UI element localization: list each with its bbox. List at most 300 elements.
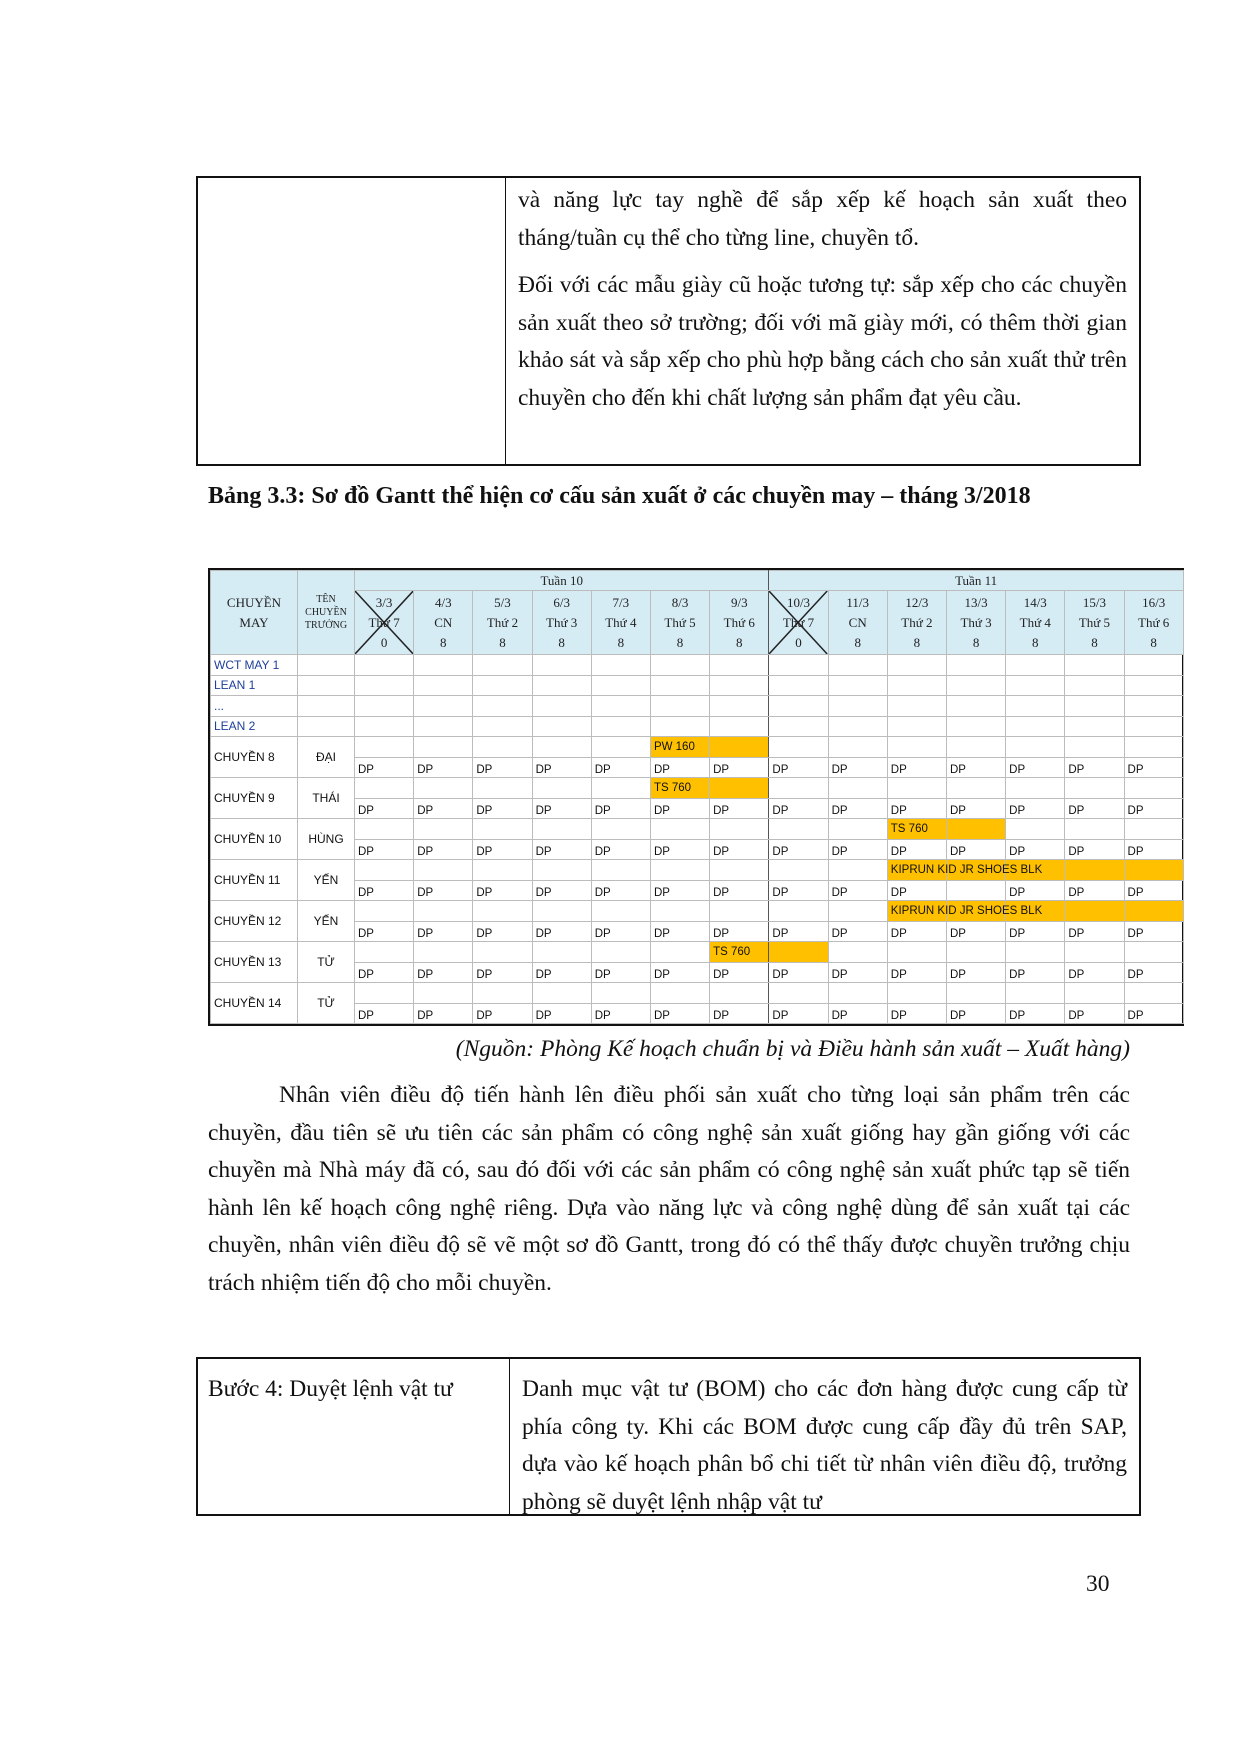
dp-cell: DP: [1065, 839, 1124, 860]
day-weekday: Thứ 5: [664, 614, 696, 630]
empty-cell: [591, 655, 650, 676]
empty-cell: [887, 942, 946, 963]
empty-cell: [1124, 655, 1183, 676]
day-hours: 8: [972, 634, 980, 650]
line-name: CHUYỀN 8: [211, 737, 298, 778]
empty-cell: [1065, 737, 1124, 758]
empty-cell: [828, 983, 887, 1004]
step-table: [196, 1357, 1141, 1516]
dp-cell: DP: [591, 798, 650, 819]
gantt-bar-label: KIPRUN KID JR SHOES BLK: [890, 863, 1043, 876]
dp-cell: DP: [828, 757, 887, 778]
empty-cell: [355, 655, 414, 676]
header-leader: [298, 571, 355, 655]
table-row: [211, 737, 1184, 758]
dp-cell: DP: [1006, 880, 1065, 901]
empty-cell: [887, 983, 946, 1004]
group-leader-cell: [298, 716, 355, 737]
gantt-bar-cell: [887, 901, 1043, 922]
empty-cell: [769, 716, 828, 737]
header-text: CHUYỀN: [305, 607, 347, 618]
dp-cell: DP: [710, 757, 769, 778]
gantt-bar-cell: [887, 819, 946, 840]
dp-cell: DP: [710, 839, 769, 860]
dp-cell: DP: [1065, 921, 1124, 942]
day-hours: 8: [1091, 634, 1098, 650]
dp-cell: DP: [828, 1003, 887, 1024]
day-date: 5/3: [494, 594, 511, 610]
dp-cell: DP: [532, 1003, 591, 1024]
empty-cell: [414, 819, 473, 840]
dp-cell: DP: [828, 839, 887, 860]
empty-cell: [532, 860, 591, 881]
group-leader-cell: [298, 696, 355, 717]
day-header: [1124, 591, 1183, 655]
week-header: Tuần 11: [769, 571, 1183, 591]
dp-cell: DP: [1124, 921, 1183, 942]
dp-cell: DP: [1006, 1003, 1065, 1024]
dp-cell: DP: [1006, 921, 1065, 942]
empty-cell: [414, 901, 473, 922]
dp-cell: DP: [1124, 880, 1183, 901]
dp-cell: DP: [1006, 798, 1065, 819]
empty-cell: [887, 696, 946, 717]
empty-cell: [1065, 819, 1124, 840]
day-header: [828, 591, 887, 655]
day-date: 13/3: [964, 594, 988, 610]
dp-cell: DP: [1124, 798, 1183, 819]
dp-cell: DP: [591, 1003, 650, 1024]
dp-cell: DP: [355, 921, 414, 942]
empty-cell: [828, 716, 887, 737]
line-leader: YẾN: [298, 901, 355, 942]
day-weekday: Thứ 2: [901, 614, 933, 630]
dp-cell: DP: [887, 798, 946, 819]
empty-cell: [650, 655, 709, 676]
empty-cell: [650, 716, 709, 737]
empty-cell: [414, 655, 473, 676]
day-header: [473, 591, 532, 655]
empty-cell: [355, 696, 414, 717]
line-leader: TỬ: [298, 942, 355, 983]
empty-cell: [1124, 737, 1183, 758]
dp-cell: DP: [532, 798, 591, 819]
body-paragraph: Nhân viên điều độ tiến hành lên điều phối sản xuất cho từng loại sản phẩm trên các chuyền, đầu tiên sẽ ưu tiên các sản phẩm có công nghệ sản xuất giống hay gần giống với các chuyền mà Nhà máy đã có, sau đó đối với các sản phẩm có công nghệ sản xuất phức tạp sẽ tiến hành lên kế hoạch công nghệ riêng. Dựa vào năng lực và công nghệ dùng để sản xuất tại các chuyền, nhân viên điều độ sẽ vẽ một sơ đồ Gantt, trong đó có thể thấy được chuyền trưởng chịu trách nhiệm tiến độ cho mỗi chuyền.: [208, 1082, 1130, 1296]
dp-cell: DP: [887, 839, 946, 860]
empty-cell: [532, 819, 591, 840]
empty-cell: [591, 860, 650, 881]
empty-cell: [591, 696, 650, 717]
empty-cell: [946, 983, 1005, 1004]
day-hours: 8: [854, 634, 861, 650]
dp-cell: DP: [769, 757, 828, 778]
day-header: [946, 591, 1005, 655]
day-header: [887, 591, 946, 655]
dp-cell: DP: [1006, 839, 1065, 860]
empty-cell: [532, 778, 591, 799]
dp-cell: DP: [828, 921, 887, 942]
dp-cell: DP: [414, 1003, 473, 1024]
line-leader: THÁI: [298, 778, 355, 819]
empty-cell: [1124, 942, 1183, 963]
empty-cell: [532, 901, 591, 922]
empty-cell: [828, 778, 887, 799]
empty-cell: [946, 716, 1005, 737]
empty-cell: [1006, 737, 1065, 758]
empty-cell: [355, 819, 414, 840]
empty-cell: [828, 655, 887, 676]
group-leader-cell: [298, 675, 355, 696]
empty-cell: [355, 675, 414, 696]
empty-cell: [1124, 696, 1183, 717]
empty-cell: [414, 942, 473, 963]
continuation-table-right-cell: [506, 178, 1139, 464]
header-text: MAY: [239, 614, 269, 630]
empty-cell: [710, 716, 769, 737]
empty-cell: [1065, 942, 1124, 963]
table-row: [211, 983, 1184, 1004]
empty-cell: [532, 716, 591, 737]
empty-cell: [414, 778, 473, 799]
empty-cell: [532, 737, 591, 758]
dp-cell: DP: [828, 798, 887, 819]
day-weekday: CN: [848, 614, 867, 630]
dp-cell: DP: [828, 962, 887, 983]
dp-cell: DP: [355, 962, 414, 983]
dp-cell: DP: [532, 880, 591, 901]
dp-cell: DP: [946, 839, 1005, 860]
continuation-table: [196, 176, 1141, 466]
empty-cell: [473, 696, 532, 717]
table-row: [211, 819, 1184, 840]
empty-cell: [532, 942, 591, 963]
gantt-bar-cell: [650, 737, 709, 758]
dp-cell: DP: [650, 1003, 709, 1024]
dp-cell: DP: [414, 798, 473, 819]
day-date: 8/3: [671, 594, 689, 610]
line-name: CHUYỀN 11: [211, 860, 298, 901]
empty-cell: [946, 737, 1005, 758]
gantt-bar-cell: [710, 942, 769, 963]
empty-cell: [473, 737, 532, 758]
gantt-bar-cell: [710, 737, 769, 758]
day-hours: 8: [913, 634, 921, 650]
day-weekday: Thứ 4: [1019, 614, 1051, 630]
gantt-bar-label: TS 760: [713, 945, 751, 958]
day-weekday: Thứ 6: [1138, 614, 1170, 630]
group-label: WCT MAY 1: [211, 655, 298, 676]
empty-cell: [414, 737, 473, 758]
gantt-bar-cell: [650, 778, 709, 799]
dp-cell: DP: [473, 798, 532, 819]
dp-cell: DP: [414, 962, 473, 983]
empty-cell: [828, 901, 887, 922]
empty-cell: [769, 901, 828, 922]
empty-cell: [473, 716, 532, 737]
day-weekday: Thứ 6: [723, 614, 755, 630]
empty-cell: [1065, 716, 1124, 737]
week-header: Tuần 10: [355, 571, 769, 591]
empty-cell: [591, 737, 650, 758]
day-weekday: Thứ 5: [1078, 614, 1111, 630]
dp-cell: DP: [769, 962, 828, 983]
header-text: TRƯỞNG: [304, 620, 348, 631]
empty-cell: [887, 737, 946, 758]
empty-cell: [414, 675, 473, 696]
group-leader-cell: [298, 655, 355, 676]
gantt-bar-label: TS 760: [890, 822, 928, 835]
empty-cell: [1124, 983, 1183, 1004]
empty-cell: [473, 860, 532, 881]
dp-cell: DP: [414, 839, 473, 860]
dp-cell: DP: [769, 798, 828, 819]
empty-cell: [1124, 675, 1183, 696]
day-date: 12/3: [905, 594, 929, 610]
dp-cell: DP: [355, 880, 414, 901]
dp-cell: DP: [1124, 962, 1183, 983]
dp-cell: DP: [769, 1003, 828, 1024]
empty-cell: [887, 655, 946, 676]
dp-cell: DP: [650, 757, 709, 778]
empty-cell: [414, 983, 473, 1004]
empty-cell: [1065, 675, 1124, 696]
empty-cell: [355, 716, 414, 737]
header-text: CHUYỀN: [226, 594, 282, 610]
gantt-bar-label: KIPRUN KID JR SHOES BLK: [890, 904, 1043, 917]
day-header: [710, 591, 769, 655]
dp-cell: DP: [887, 880, 946, 901]
dp-cell: DP: [887, 921, 946, 942]
dp-cell: DP: [355, 839, 414, 860]
empty-cell: [473, 942, 532, 963]
dp-cell: DP: [946, 757, 1005, 778]
source-note: (Nguồn: Phòng Kế hoạch chuẩn bị và Điều hành sản xuất – Xuất hàng): [455, 1036, 1130, 1062]
dp-cell: DP: [1006, 757, 1065, 778]
day-hours: 8: [1150, 634, 1157, 650]
line-leader: TỬ: [298, 983, 355, 1024]
dp-cell: DP: [473, 880, 532, 901]
empty-cell: [1065, 983, 1124, 1004]
continuation-table-left-cell: [198, 178, 506, 464]
dp-cell: DP: [414, 757, 473, 778]
day-date: 15/3: [1082, 594, 1106, 610]
dp-cell: DP: [710, 962, 769, 983]
empty-cell: [473, 675, 532, 696]
empty-cell: [591, 778, 650, 799]
empty-cell: [591, 716, 650, 737]
gantt-chart: [208, 568, 1184, 1026]
dp-cell: DP: [532, 757, 591, 778]
dp-cell: DP: [887, 757, 946, 778]
dp-cell: DP: [828, 880, 887, 901]
empty-cell: [828, 696, 887, 717]
dp-cell: DP: [1065, 880, 1124, 901]
day-weekday: CN: [434, 614, 453, 630]
gantt-table: [210, 570, 1184, 1024]
empty-cell: [828, 860, 887, 881]
empty-cell: [1006, 655, 1065, 676]
dp-cell: DP: [887, 962, 946, 983]
line-leader: HÙNG: [298, 819, 355, 860]
empty-cell: [650, 675, 709, 696]
empty-cell: [1124, 716, 1183, 737]
empty-cell: [946, 696, 1005, 717]
empty-cell: [591, 942, 650, 963]
group-label: ...: [211, 696, 298, 717]
gantt-bar-cell: [946, 819, 1005, 840]
empty-cell: [710, 675, 769, 696]
day-header: [591, 591, 650, 655]
group-label: LEAN 1: [211, 675, 298, 696]
dp-cell: DP: [1006, 962, 1065, 983]
empty-cell: [355, 983, 414, 1004]
dp-cell: DP: [414, 921, 473, 942]
gantt-bar-cell: [1124, 901, 1183, 922]
dp-cell: DP: [1065, 962, 1124, 983]
dp-cell: DP: [650, 921, 709, 942]
empty-cell: [769, 819, 828, 840]
empty-cell: [1006, 675, 1065, 696]
day-hours: 8: [676, 634, 684, 650]
empty-cell: [650, 942, 709, 963]
empty-cell: [710, 696, 769, 717]
dp-cell: DP: [414, 880, 473, 901]
empty-cell: [710, 860, 769, 881]
day-header: [1065, 591, 1124, 655]
day-date: 11/3: [846, 594, 869, 610]
empty-cell: [828, 737, 887, 758]
day-weekday: Thứ 3: [960, 614, 992, 630]
dp-cell: DP: [1065, 798, 1124, 819]
empty-cell: [650, 819, 709, 840]
gantt-bar-cell: [769, 942, 828, 963]
day-header: [1006, 591, 1065, 655]
continuation-paragraph-1: và năng lực tay nghề để sắp xếp kế hoạch sản xuất theo tháng/tuần cụ thể cho từng line, chuyền tổ.: [518, 187, 1127, 251]
gantt-bar-cell: [887, 860, 1043, 881]
empty-cell: [828, 819, 887, 840]
day-date: 6/3: [553, 594, 570, 610]
dp-cell: DP: [473, 757, 532, 778]
day-hours: 8: [736, 634, 743, 650]
step-label: Bước 4: Duyệt lệnh vật tư: [198, 1359, 510, 1514]
empty-cell: [1006, 983, 1065, 1004]
empty-cell: [1065, 696, 1124, 717]
dp-cell: DP: [473, 962, 532, 983]
dp-cell: DP: [650, 880, 709, 901]
empty-cell: [946, 655, 1005, 676]
header-text: TÊN: [316, 594, 336, 605]
dp-cell: DP: [1124, 757, 1183, 778]
day-date: 10/3: [786, 594, 811, 610]
dp-cell: DP: [473, 921, 532, 942]
empty-cell: [769, 655, 828, 676]
gantt-bar-cell: [1065, 860, 1124, 881]
empty-cell: [1065, 778, 1124, 799]
line-name: CHUYỀN 14: [211, 983, 298, 1024]
day-header: [769, 591, 828, 655]
page-number: 30: [1086, 1571, 1110, 1597]
line-leader: YẾN: [298, 860, 355, 901]
empty-cell: [769, 778, 828, 799]
empty-cell: [532, 983, 591, 1004]
empty-cell: [355, 778, 414, 799]
dp-cell: DP: [1124, 1003, 1183, 1024]
table-row: [211, 778, 1184, 799]
day-hours: 8: [499, 634, 506, 650]
gantt-bar-cell: [1124, 860, 1183, 881]
dp-cell: DP: [650, 798, 709, 819]
day-hours: 8: [1032, 634, 1039, 650]
empty-cell: [946, 942, 1005, 963]
empty-cell: [473, 655, 532, 676]
day-date: 7/3: [612, 594, 630, 610]
dp-cell: DP: [591, 880, 650, 901]
dp-cell: DP: [473, 1003, 532, 1024]
line-name: CHUYỀN 13: [211, 942, 298, 983]
empty-cell: [650, 983, 709, 1004]
dp-cell: DP: [473, 839, 532, 860]
day-hours: 8: [617, 634, 625, 650]
empty-cell: [355, 942, 414, 963]
gantt-bar-cell: [1065, 901, 1124, 922]
dp-cell: DP: [532, 839, 591, 860]
day-date: 9/3: [730, 594, 748, 610]
line-name: CHUYỀN 9: [211, 778, 298, 819]
day-hours: 8: [558, 634, 565, 650]
empty-cell: [828, 942, 887, 963]
day-hours: 0: [795, 634, 802, 650]
empty-cell: [473, 819, 532, 840]
dp-cell: DP: [710, 798, 769, 819]
day-header: [532, 591, 591, 655]
dp-cell: DP: [1065, 1003, 1124, 1024]
empty-cell: [414, 716, 473, 737]
day-header: [414, 591, 473, 655]
empty-cell: [650, 696, 709, 717]
dp-cell: DP: [591, 962, 650, 983]
day-weekday: Thứ 3: [546, 614, 578, 630]
empty-cell: [769, 737, 828, 758]
step-description: Danh mục vật tư (BOM) cho các đơn hàng được cung cấp từ phía công ty. Khi các BOM được cung cấp đầy đủ trên SAP, dựa vào kế hoạch phân bổ chi tiết từ nhân viên điều độ, trưởng phòng sẽ duyệt lệnh nhập vật tư: [522, 1376, 1127, 1515]
line-leader: ĐẠI: [298, 737, 355, 778]
day-hours: 0: [380, 634, 388, 650]
day-weekday: Thứ 2: [486, 614, 519, 630]
day-weekday: Thứ 7: [782, 614, 815, 630]
empty-cell: [650, 901, 709, 922]
empty-cell: [1006, 819, 1065, 840]
empty-cell: [1065, 655, 1124, 676]
line-name: CHUYỀN 10: [211, 819, 298, 860]
day-date: 4/3: [434, 594, 452, 610]
empty-cell: [355, 737, 414, 758]
dp-cell: DP: [355, 757, 414, 778]
empty-cell: [591, 675, 650, 696]
empty-cell: [710, 819, 769, 840]
day-hours: 8: [440, 634, 447, 650]
dp-cell: DP: [710, 1003, 769, 1024]
empty-cell: [473, 901, 532, 922]
line-name: CHUYỀN 12: [211, 901, 298, 942]
table-row: [211, 942, 1184, 963]
dp-cell: DP: [355, 798, 414, 819]
day-header: [355, 591, 414, 655]
dp-cell: DP: [591, 839, 650, 860]
empty-cell: [1006, 942, 1065, 963]
empty-cell: [769, 696, 828, 717]
empty-cell: [591, 819, 650, 840]
dp-cell: DP: [532, 921, 591, 942]
day-header: [650, 591, 709, 655]
